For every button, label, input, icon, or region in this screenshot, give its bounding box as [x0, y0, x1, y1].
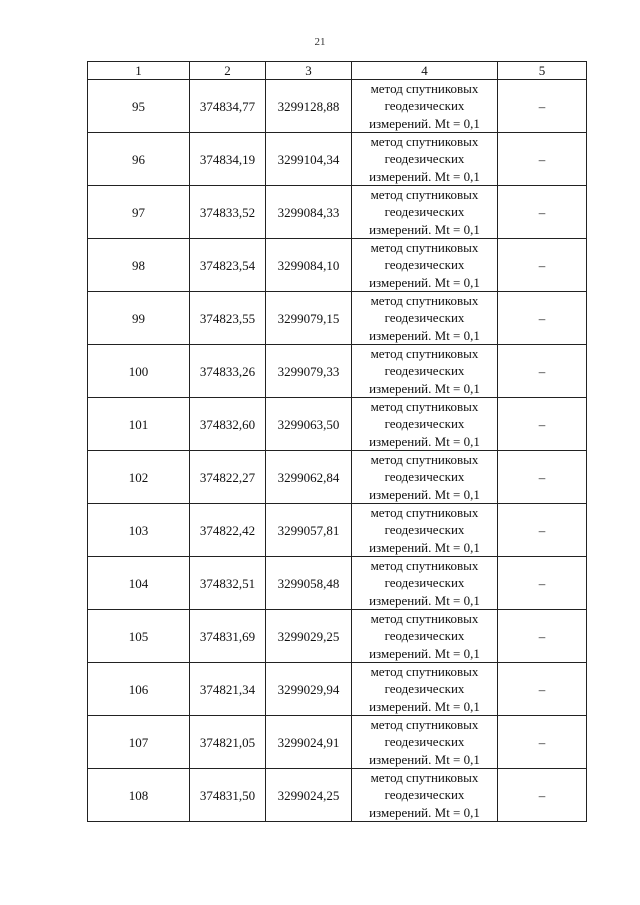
method-line: геодезических: [384, 522, 465, 538]
point-number-cell: 106: [88, 663, 190, 716]
x-coordinate-cell: 374831,50: [190, 769, 266, 822]
method-line: измерений. Mt = 0,1: [369, 486, 480, 502]
note-cell: –: [498, 610, 587, 663]
method-line: метод спутниковых: [370, 399, 479, 415]
x-coordinate-cell: 374822,42: [190, 504, 266, 557]
y-coordinate-cell: 3299057,81: [266, 504, 352, 557]
point-number-cell: 96: [88, 133, 190, 186]
method-cell: [352, 292, 498, 345]
header-col-3: 3: [266, 62, 352, 80]
method-line: измерений. Mt = 0,1: [369, 221, 480, 237]
method-line: метод спутниковых: [370, 611, 479, 627]
point-number-cell: 98: [88, 239, 190, 292]
method-line: измерений. Mt = 0,1: [369, 645, 480, 661]
method-line: измерений. Mt = 0,1: [369, 433, 480, 449]
x-coordinate-cell: 374823,54: [190, 239, 266, 292]
point-number-cell: 100: [88, 345, 190, 398]
note-cell: –: [498, 292, 587, 345]
point-number-cell: 102: [88, 451, 190, 504]
table-row: [88, 663, 587, 716]
method-line: геодезических: [384, 628, 465, 644]
note-cell: –: [498, 716, 587, 769]
method-line: метод спутниковых: [370, 770, 479, 786]
method-line: метод спутниковых: [370, 187, 479, 203]
note-cell: –: [498, 557, 587, 610]
point-number-cell: 99: [88, 292, 190, 345]
method-line: метод спутниковых: [370, 134, 479, 150]
table-row: [88, 451, 587, 504]
y-coordinate-cell: 3299024,91: [266, 716, 352, 769]
method-line: метод спутниковых: [370, 717, 479, 733]
y-coordinate-cell: 3299079,33: [266, 345, 352, 398]
table-body: [88, 80, 587, 822]
method-cell: [352, 769, 498, 822]
x-coordinate-cell: 374822,27: [190, 451, 266, 504]
point-number-cell: 103: [88, 504, 190, 557]
method-cell: [352, 186, 498, 239]
x-coordinate-cell: 374823,55: [190, 292, 266, 345]
x-coordinate-cell: 374833,52: [190, 186, 266, 239]
y-coordinate-cell: 3299058,48: [266, 557, 352, 610]
header-col-1: 1: [88, 62, 190, 80]
table-row: [88, 504, 587, 557]
method-line: измерений. Mt = 0,1: [369, 274, 480, 290]
method-cell: [352, 398, 498, 451]
point-number-cell: 105: [88, 610, 190, 663]
method-line: метод спутниковых: [370, 452, 479, 468]
method-line: метод спутниковых: [370, 558, 479, 574]
method-cell: [352, 80, 498, 133]
method-line: измерений. Mt = 0,1: [369, 804, 480, 820]
method-cell: [352, 716, 498, 769]
method-line: метод спутниковых: [370, 346, 479, 362]
table-row: [88, 80, 587, 133]
method-line: геодезических: [384, 734, 465, 750]
note-cell: –: [498, 239, 587, 292]
x-coordinate-cell: 374831,69: [190, 610, 266, 663]
method-cell: [352, 133, 498, 186]
method-line: геодезических: [384, 151, 465, 167]
x-coordinate-cell: 374834,19: [190, 133, 266, 186]
method-line: геодезических: [384, 204, 465, 220]
point-number-cell: 95: [88, 80, 190, 133]
method-line: измерений. Mt = 0,1: [369, 751, 480, 767]
method-line: геодезических: [384, 98, 465, 114]
y-coordinate-cell: 3299104,34: [266, 133, 352, 186]
method-cell: [352, 239, 498, 292]
table-row: [88, 716, 587, 769]
method-line: измерений. Mt = 0,1: [369, 539, 480, 555]
x-coordinate-cell: 374821,05: [190, 716, 266, 769]
coordinates-table: [87, 61, 587, 822]
y-coordinate-cell: 3299029,25: [266, 610, 352, 663]
x-coordinate-cell: 374821,34: [190, 663, 266, 716]
point-number-cell: 101: [88, 398, 190, 451]
table-row: [88, 610, 587, 663]
method-line: измерений. Mt = 0,1: [369, 380, 480, 396]
note-cell: –: [498, 663, 587, 716]
table-row: [88, 769, 587, 822]
note-cell: –: [498, 398, 587, 451]
method-line: геодезических: [384, 787, 465, 803]
method-line: метод спутниковых: [370, 81, 479, 97]
method-line: метод спутниковых: [370, 505, 479, 521]
method-line: геодезических: [384, 575, 465, 591]
header-col-2: 2: [190, 62, 266, 80]
method-line: измерений. Mt = 0,1: [369, 698, 480, 714]
header-row: [88, 62, 587, 80]
x-coordinate-cell: 374832,60: [190, 398, 266, 451]
method-line: геодезических: [384, 681, 465, 697]
method-line: геодезических: [384, 416, 465, 432]
y-coordinate-cell: 3299062,84: [266, 451, 352, 504]
note-cell: –: [498, 186, 587, 239]
header-col-5: 5: [498, 62, 587, 80]
header-col-4: 4: [352, 62, 498, 80]
note-cell: –: [498, 345, 587, 398]
y-coordinate-cell: 3299029,94: [266, 663, 352, 716]
y-coordinate-cell: 3299128,88: [266, 80, 352, 133]
method-line: измерений. Mt = 0,1: [369, 592, 480, 608]
method-line: метод спутниковых: [370, 293, 479, 309]
method-cell: [352, 451, 498, 504]
table-row: [88, 239, 587, 292]
note-cell: –: [498, 80, 587, 133]
y-coordinate-cell: 3299084,33: [266, 186, 352, 239]
method-cell: [352, 504, 498, 557]
note-cell: –: [498, 504, 587, 557]
method-line: измерений. Mt = 0,1: [369, 115, 480, 131]
method-cell: [352, 610, 498, 663]
x-coordinate-cell: 374833,26: [190, 345, 266, 398]
table-row: [88, 398, 587, 451]
y-coordinate-cell: 3299084,10: [266, 239, 352, 292]
y-coordinate-cell: 3299024,25: [266, 769, 352, 822]
x-coordinate-cell: 374834,77: [190, 80, 266, 133]
table-row: [88, 186, 587, 239]
point-number-cell: 107: [88, 716, 190, 769]
table-header: [88, 62, 587, 80]
y-coordinate-cell: 3299079,15: [266, 292, 352, 345]
table-row: [88, 557, 587, 610]
table-row: [88, 133, 587, 186]
point-number-cell: 97: [88, 186, 190, 239]
note-cell: –: [498, 769, 587, 822]
method-line: измерений. Mt = 0,1: [369, 327, 480, 343]
method-line: метод спутниковых: [370, 240, 479, 256]
method-cell: [352, 557, 498, 610]
note-cell: –: [498, 133, 587, 186]
table-row: [88, 292, 587, 345]
x-coordinate-cell: 374832,51: [190, 557, 266, 610]
point-number-cell: 108: [88, 769, 190, 822]
method-line: геодезических: [384, 363, 465, 379]
method-line: геодезических: [384, 310, 465, 326]
point-number-cell: 104: [88, 557, 190, 610]
note-cell: –: [498, 451, 587, 504]
table-row: [88, 345, 587, 398]
y-coordinate-cell: 3299063,50: [266, 398, 352, 451]
method-line: метод спутниковых: [370, 664, 479, 680]
method-line: геодезических: [384, 469, 465, 485]
method-cell: [352, 663, 498, 716]
method-line: измерений. Mt = 0,1: [369, 168, 480, 184]
page-number: 21: [314, 36, 326, 48]
method-line: геодезических: [384, 257, 465, 273]
method-cell: [352, 345, 498, 398]
